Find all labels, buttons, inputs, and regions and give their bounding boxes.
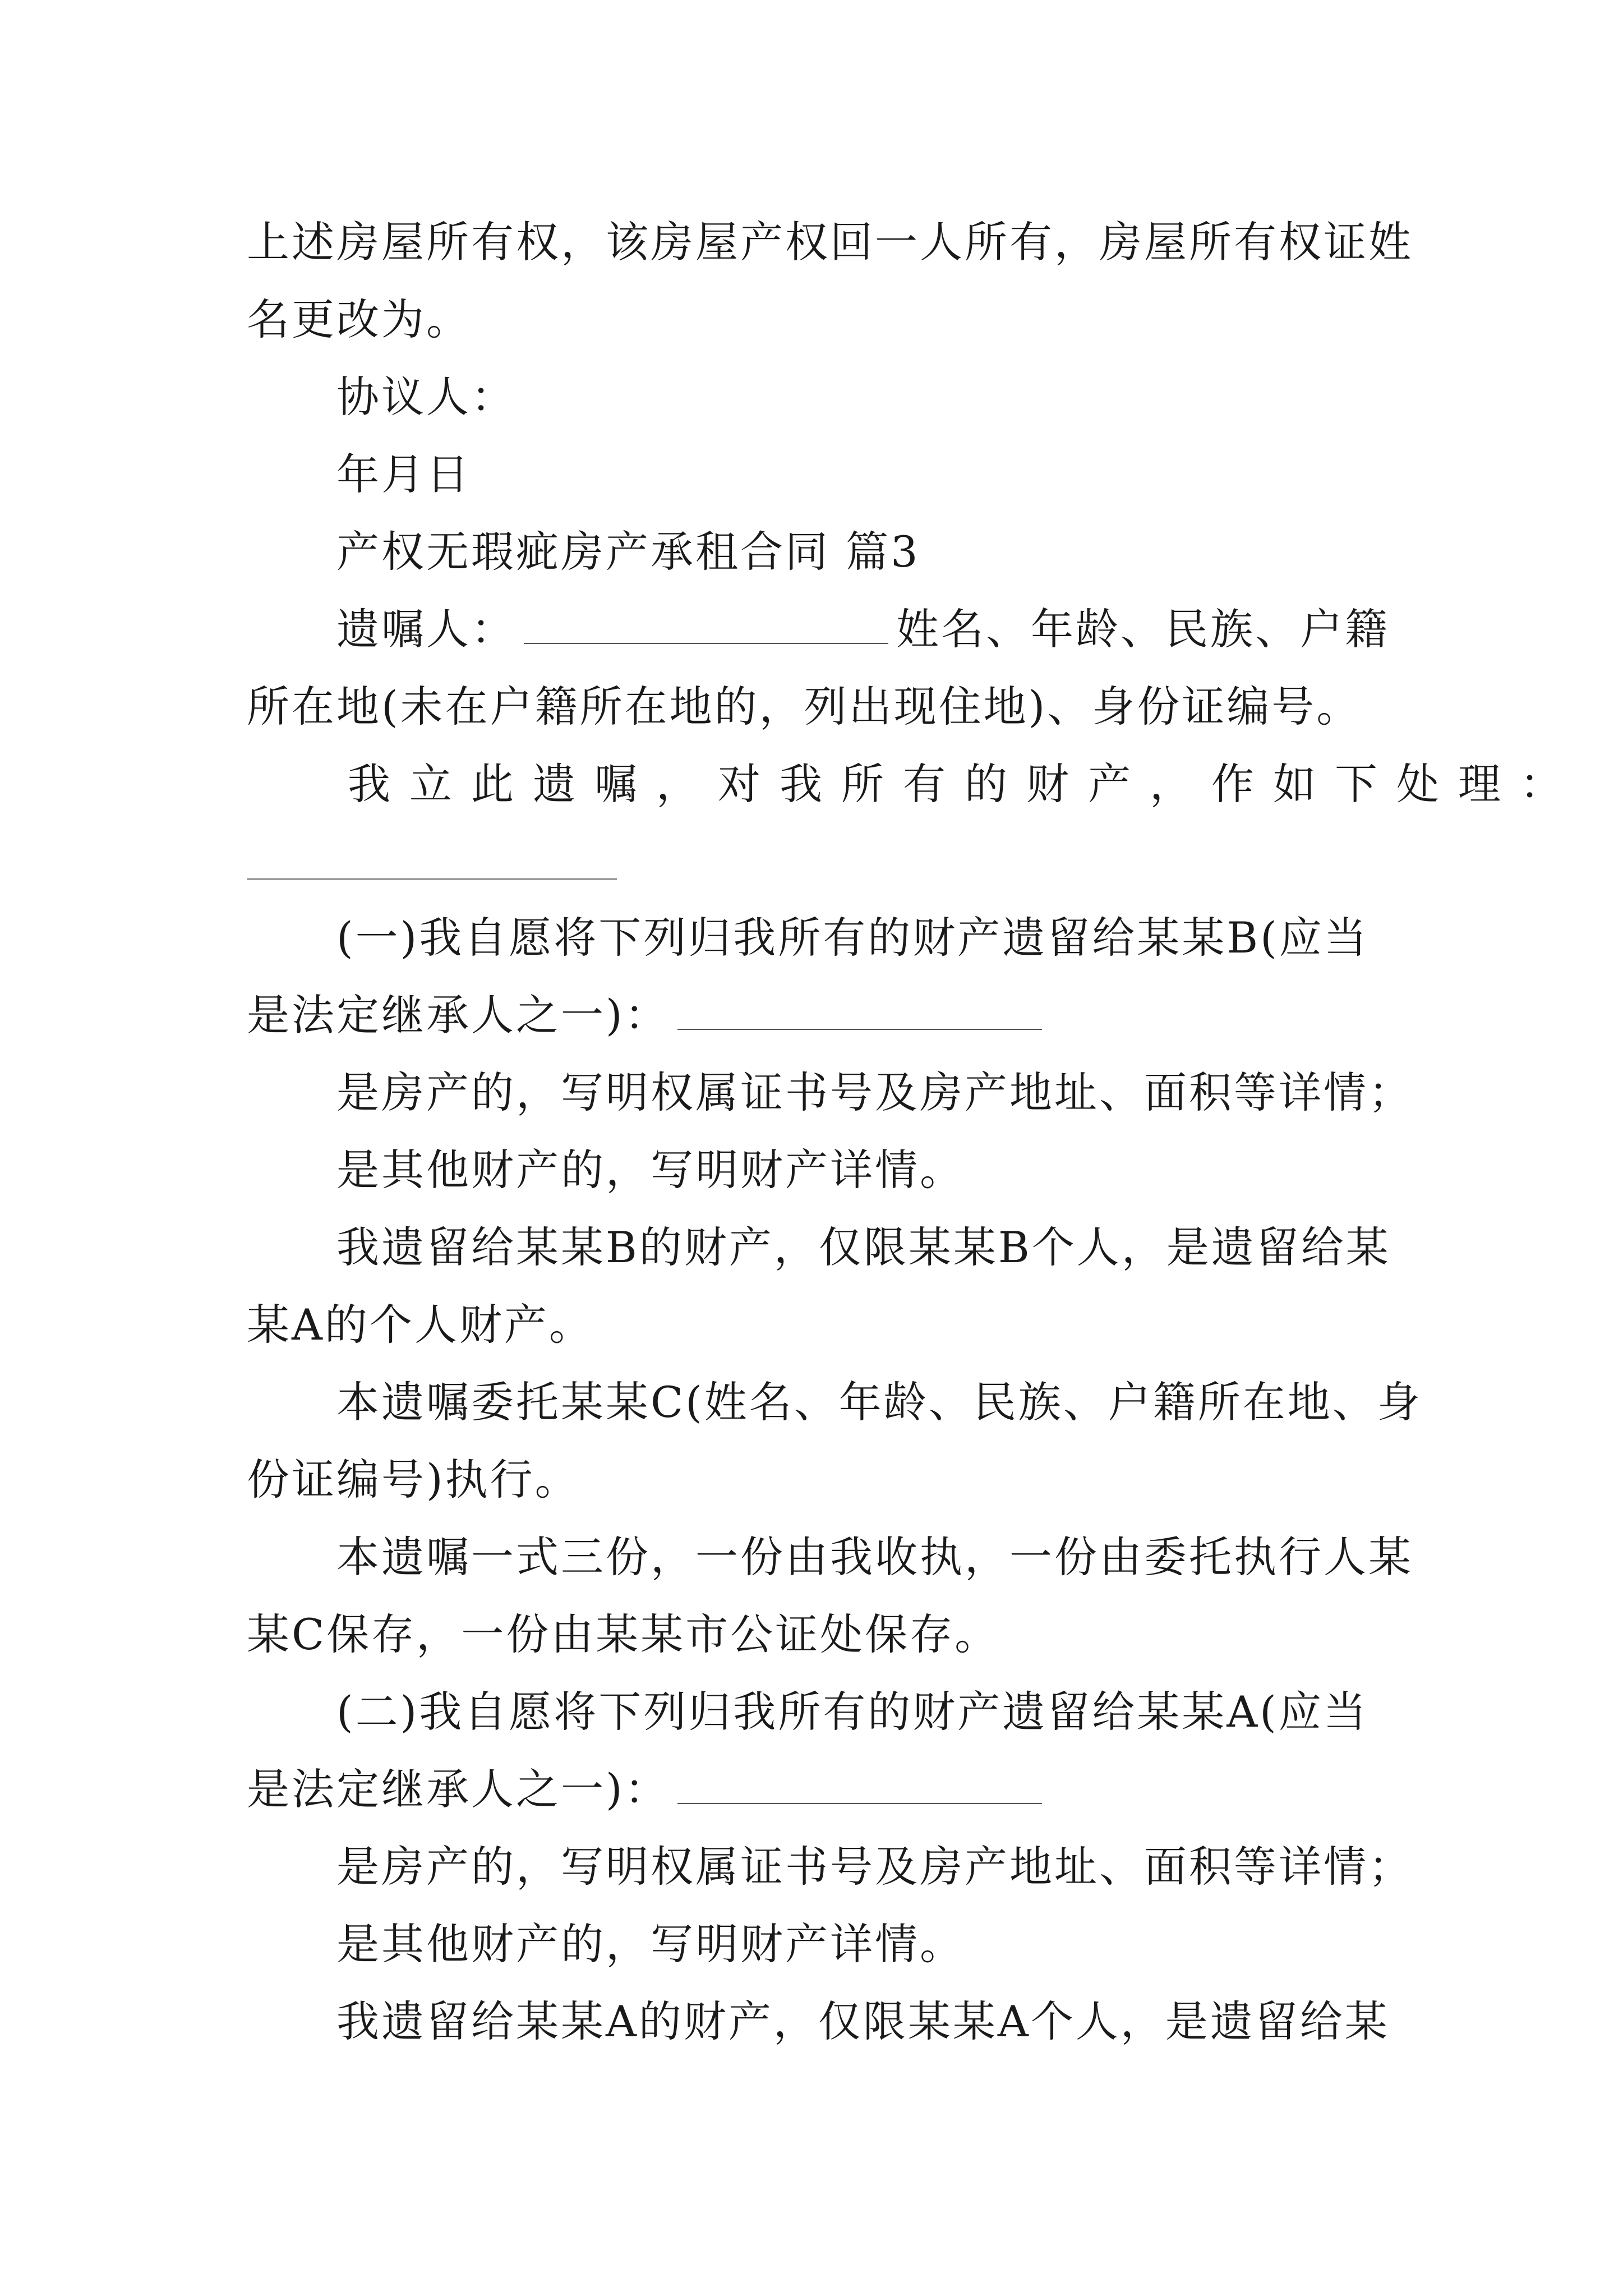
testator-info: 姓名、年龄、民族、户籍 — [896, 604, 1390, 654]
paragraph-line: 名更改为。 — [247, 295, 471, 344]
fill-blank — [677, 1769, 1042, 1804]
paragraph-line: 是其他财产的，写明财产详情。 — [336, 1145, 965, 1195]
bequest-line — [247, 987, 1385, 1043]
paragraph-line: 我遗留给某某A的财产，仅限某某A个人，是遗留给某 — [336, 1996, 1390, 2046]
testator-label: 遗嘱人： — [336, 604, 516, 654]
fill-blank — [524, 609, 888, 644]
paragraph-line: 某A的个人财产。 — [247, 1300, 594, 1350]
signatory-label: 协议人： — [336, 372, 516, 422]
paragraph-line: 份证编号)执行。 — [247, 1455, 580, 1504]
paragraph-line: (一)我自愿将下列归我所有的财产遗留给某某B(应当 — [336, 913, 1369, 963]
paragraph-line: 是房产的，写明权属证书号及房产地址、面积等详情； — [336, 1068, 1413, 1117]
bequest-line — [247, 1761, 1385, 1818]
date-label: 年月日 — [336, 449, 471, 499]
section-heading: 产权无瑕疵房产承租合同 篇3 — [336, 527, 920, 577]
paragraph-line: 某C保存，一份由某某市公证处保存。 — [247, 1609, 1000, 1659]
fill-blank — [677, 995, 1042, 1030]
separator-rule — [247, 878, 617, 880]
paragraph-line: 是其他财产的，写明财产详情。 — [336, 1919, 965, 1969]
paragraph-line: 我立此遗嘱，对我所有的财产，作如下处理： — [348, 759, 1581, 809]
bequest-label: 是法定继承人之一)： — [247, 990, 670, 1040]
paragraph-line: 所在地(未在户籍所在地的，列出现住地)、身份证编号。 — [247, 682, 1362, 731]
paragraph-line: 本遗嘱一式三份，一份由我收执，一份由委托执行人某 — [336, 1532, 1413, 1582]
paragraph-line: 上述房屋所有权，该房屋产权回一人所有，房屋所有权证姓 — [247, 217, 1413, 267]
paragraph-line: (二)我自愿将下列归我所有的财产遗留给某某A(应当 — [336, 1687, 1368, 1737]
paragraph-line: 我遗留给某某B的财产，仅限某某B个人，是遗留给某 — [336, 1222, 1391, 1272]
testator-line — [336, 601, 1390, 657]
bequest-label: 是法定继承人之一)： — [247, 1764, 670, 1814]
paragraph-line: 是房产的，写明权属证书号及房产地址、面积等详情； — [336, 1842, 1413, 1892]
paragraph-line: 本遗嘱委托某某C(姓名、年龄、民族、户籍所在地、身 — [336, 1377, 1422, 1427]
